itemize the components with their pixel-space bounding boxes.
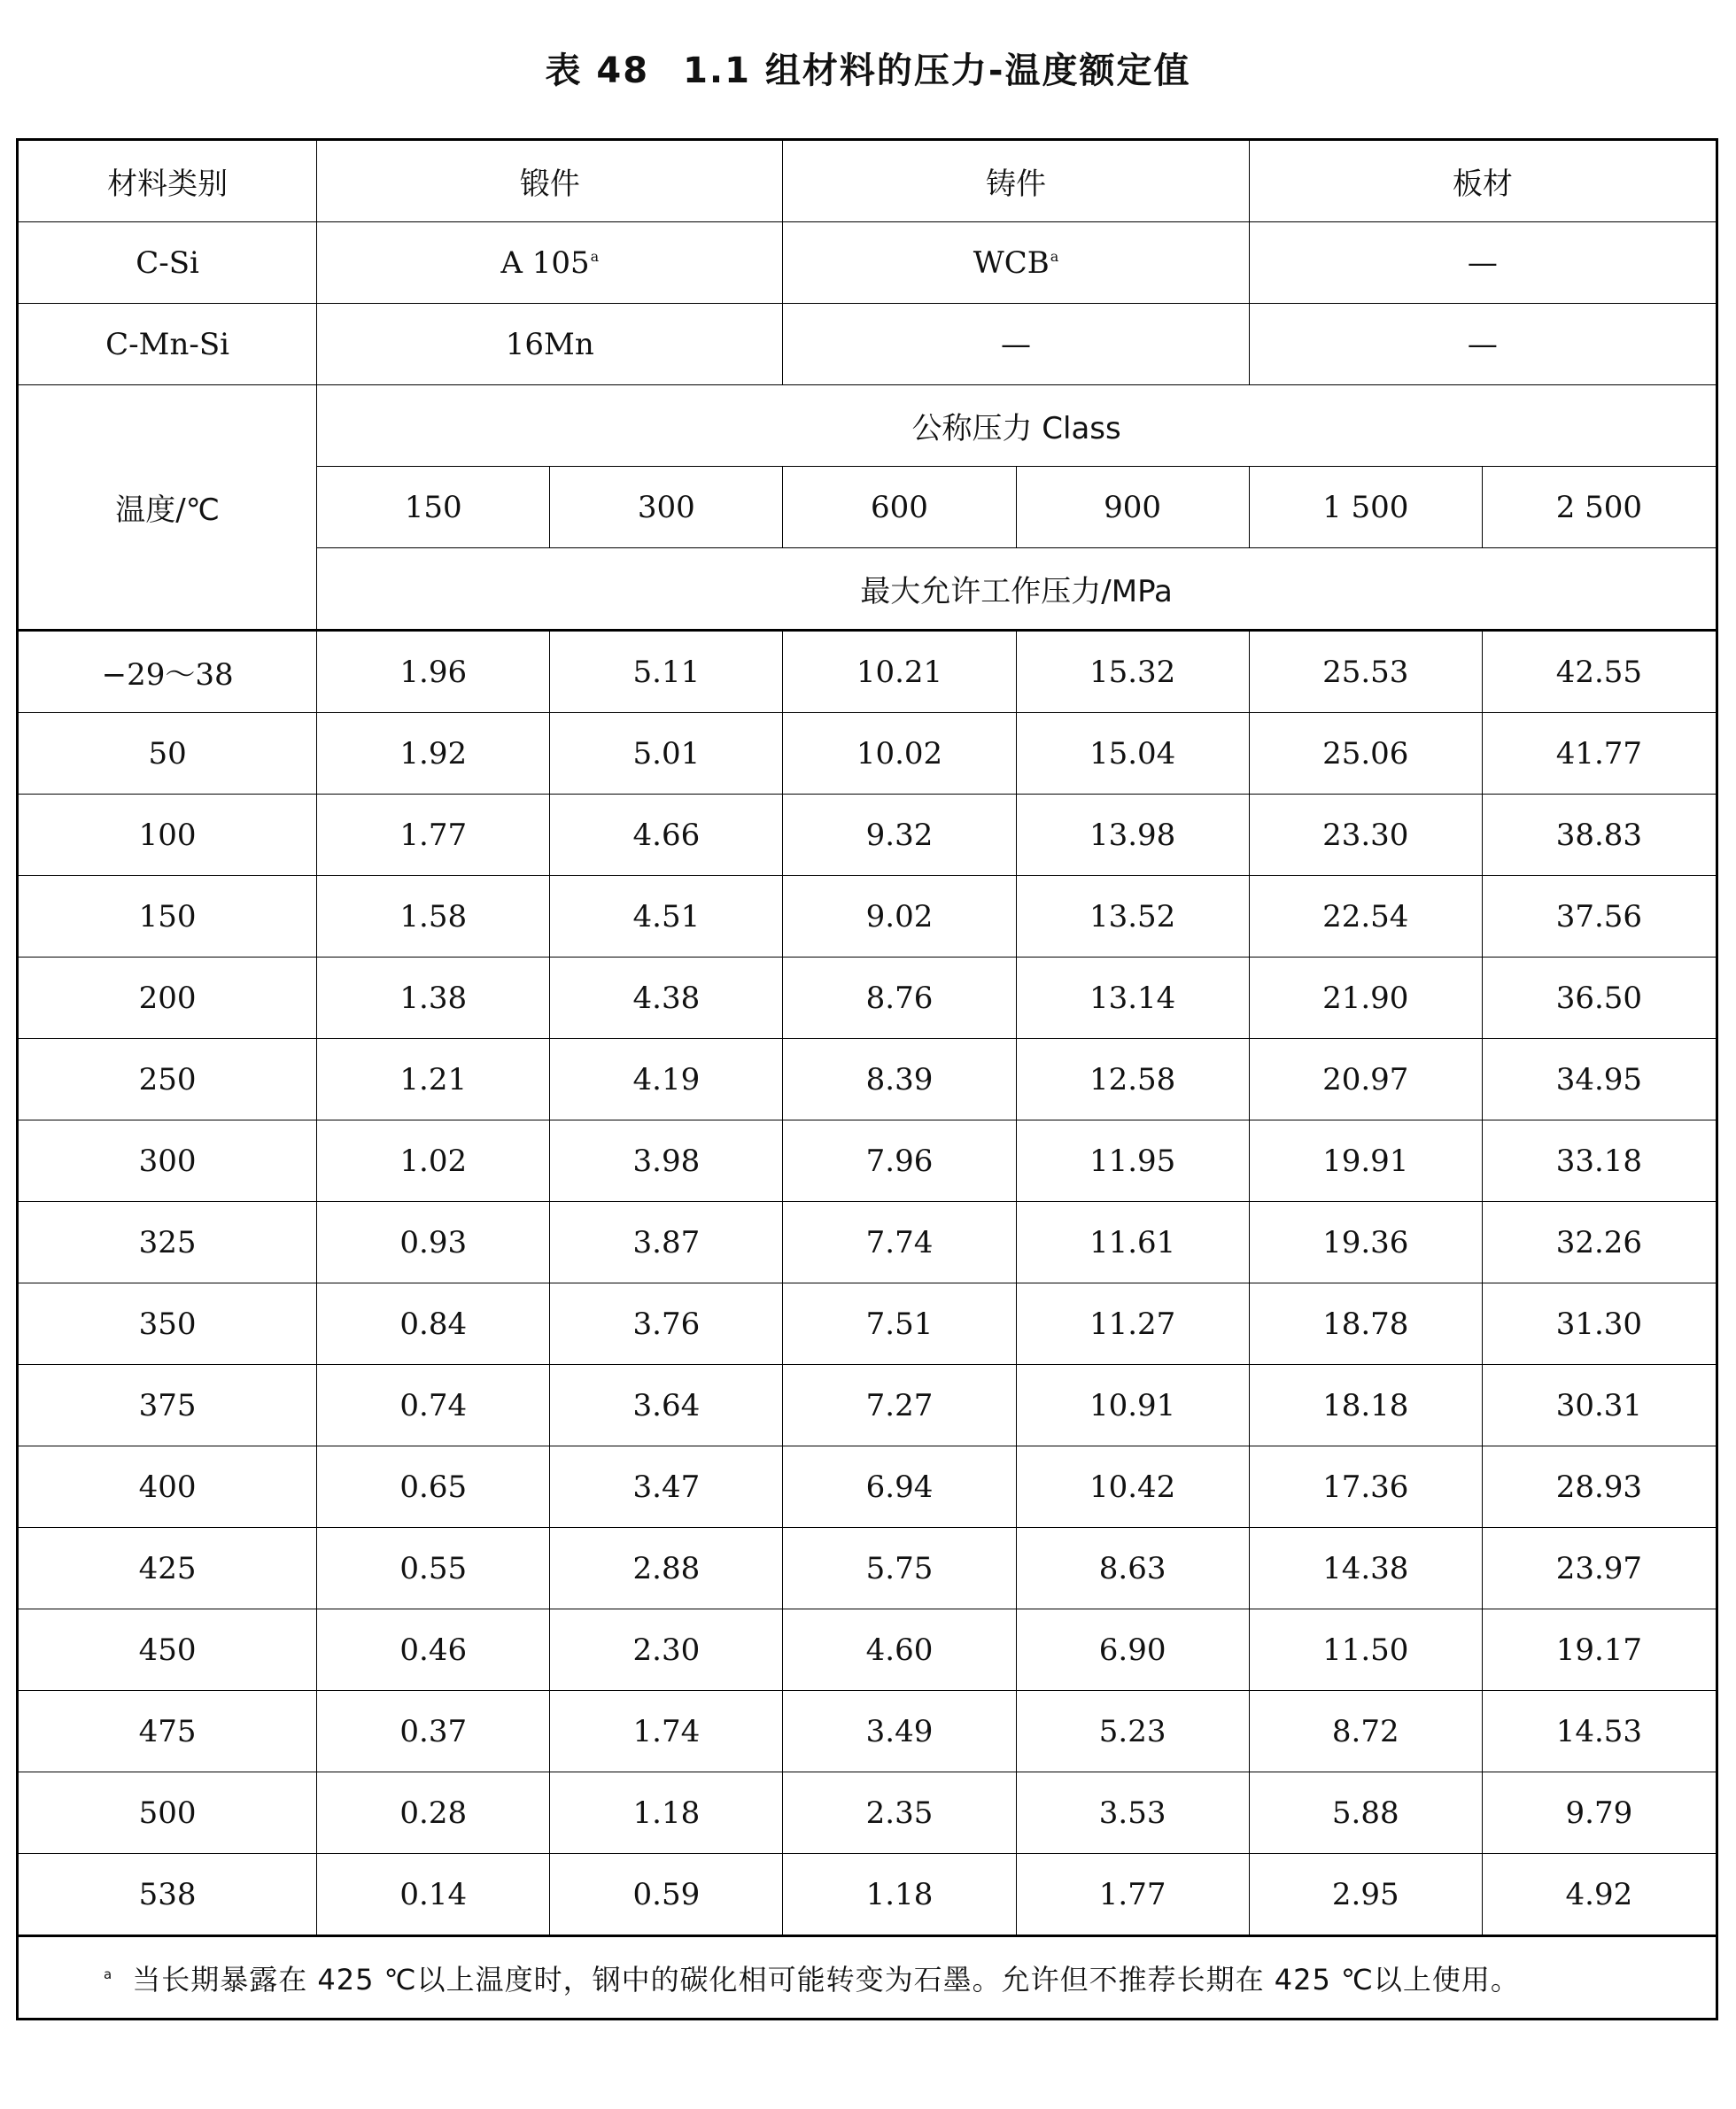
pressure-cell: 3.98: [550, 1120, 783, 1202]
temperature-cell: 450: [18, 1609, 317, 1691]
table-row: [18, 1039, 1717, 1120]
pressure-cell: 11.95: [1016, 1120, 1249, 1202]
pressure-cell: 0.14: [317, 1854, 550, 1936]
table-row: [18, 1691, 1717, 1772]
footnote-mark: a: [590, 248, 600, 266]
pressure-cell: 5.11: [550, 631, 783, 713]
pressure-cell: 22.54: [1249, 876, 1482, 958]
table-footer: [18, 1936, 1717, 2020]
pressure-cell: 42.55: [1482, 631, 1717, 713]
pressure-cell: 15.04: [1016, 713, 1249, 795]
pressure-cell: 18.18: [1249, 1365, 1482, 1446]
pressure-cell: 14.53: [1482, 1691, 1717, 1772]
plate-cmnsi: —: [1249, 304, 1717, 385]
header-row-cmnsi: [18, 304, 1717, 385]
pressure-cell: 28.93: [1482, 1446, 1717, 1528]
pressure-cell: 19.36: [1249, 1202, 1482, 1283]
pressure-cell: 13.52: [1016, 876, 1249, 958]
pressure-cell: 5.01: [550, 713, 783, 795]
pressure-cell: 38.83: [1482, 795, 1717, 876]
pressure-cell: 41.77: [1482, 713, 1717, 795]
pressure-cell: 1.21: [317, 1039, 550, 1120]
material-csi: C-Si: [18, 222, 317, 304]
material-cmnsi: C-Mn-Si: [18, 304, 317, 385]
pressure-cell: 4.92: [1482, 1854, 1717, 1936]
pressure-cell: 20.97: [1249, 1039, 1482, 1120]
pressure-cell: 1.02: [317, 1120, 550, 1202]
pressure-cell: 0.74: [317, 1365, 550, 1446]
pressure-cell: 1.38: [317, 958, 550, 1039]
pressure-cell: 4.19: [550, 1039, 783, 1120]
pressure-cell: 25.06: [1249, 713, 1482, 795]
pressure-cell: 9.32: [783, 795, 1016, 876]
class-value: 600: [783, 467, 1016, 548]
plate-csi: —: [1249, 222, 1717, 304]
pressure-cell: 8.63: [1016, 1528, 1249, 1609]
pressure-cell: 1.92: [317, 713, 550, 795]
pressure-cell: 9.02: [783, 876, 1016, 958]
pressure-cell: 3.53: [1016, 1772, 1249, 1854]
pressure-cell: 18.78: [1249, 1283, 1482, 1365]
pressure-temperature-table: [16, 138, 1718, 2020]
class-value: 300: [550, 467, 783, 548]
pressure-cell: 7.96: [783, 1120, 1016, 1202]
temperature-cell: 500: [18, 1772, 317, 1854]
table-body: [18, 631, 1717, 1936]
pressure-cell: 0.28: [317, 1772, 550, 1854]
table-row: [18, 1772, 1717, 1854]
pressure-cell: 19.17: [1482, 1609, 1717, 1691]
temperature-cell: 400: [18, 1446, 317, 1528]
pressure-cell: 1.77: [1016, 1854, 1249, 1936]
pressure-label: 最大允许工作压力/MPa: [317, 548, 1717, 631]
temperature-cell: 375: [18, 1365, 317, 1446]
pressure-cell: 4.51: [550, 876, 783, 958]
footnote-row: [18, 1936, 1717, 2020]
temperature-cell: 250: [18, 1039, 317, 1120]
pressure-cell: 11.50: [1249, 1609, 1482, 1691]
pressure-cell: 0.46: [317, 1609, 550, 1691]
pressure-cell: 8.72: [1249, 1691, 1482, 1772]
pressure-cell: 7.74: [783, 1202, 1016, 1283]
casting-csi: WCB$^a$: [783, 222, 1249, 304]
temperature-cell: 100: [18, 795, 317, 876]
pressure-cell: 23.30: [1249, 795, 1482, 876]
pressure-cell: 33.18: [1482, 1120, 1717, 1202]
pressure-cell: 12.58: [1016, 1039, 1249, 1120]
pressure-cell: 25.53: [1249, 631, 1482, 713]
table-row: [18, 1854, 1717, 1936]
pressure-cell: 1.96: [317, 631, 550, 713]
class-label: 公称压力 Class: [317, 385, 1717, 467]
table-caption: 1.1 组材料的压力-温度额定值: [683, 50, 1191, 91]
pressure-cell: 3.47: [550, 1446, 783, 1528]
footnote: [18, 1936, 1717, 2020]
pressure-cell: 5.23: [1016, 1691, 1249, 1772]
pressure-cell: 0.84: [317, 1283, 550, 1365]
pressure-cell: 9.79: [1482, 1772, 1717, 1854]
material-type-label: 材料类别: [18, 140, 317, 222]
pressure-cell: 3.76: [550, 1283, 783, 1365]
pressure-cell: 2.35: [783, 1772, 1016, 1854]
pressure-cell: 5.75: [783, 1528, 1016, 1609]
pressure-cell: 2.30: [550, 1609, 783, 1691]
pressure-cell: 1.77: [317, 795, 550, 876]
table-row: [18, 1528, 1717, 1609]
pressure-cell: 7.51: [783, 1283, 1016, 1365]
pressure-cell: 14.38: [1249, 1528, 1482, 1609]
forging-cmnsi: 16Mn: [317, 304, 783, 385]
pressure-cell: 8.76: [783, 958, 1016, 1039]
temperature-cell: 475: [18, 1691, 317, 1772]
temperature-cell: 200: [18, 958, 317, 1039]
footnote-text: 当长期暴露在 425 ℃以上温度时，钢中的碳化相可能转变为石墨。允许但不推荐长期在 425 ℃以上使用。: [132, 1962, 1520, 1997]
pressure-cell: 2.95: [1249, 1854, 1482, 1936]
pressure-cell: 1.18: [783, 1854, 1016, 1936]
forging-header: 锻件: [317, 140, 783, 222]
pressure-cell: 3.49: [783, 1691, 1016, 1772]
pressure-cell: 10.42: [1016, 1446, 1249, 1528]
pressure-cell: 0.65: [317, 1446, 550, 1528]
pressure-cell: 36.50: [1482, 958, 1717, 1039]
footnote-mark: a: [1050, 248, 1059, 266]
temperature-cell: −29～38: [18, 631, 317, 713]
table-row: [18, 1283, 1717, 1365]
pressure-cell: 6.90: [1016, 1609, 1249, 1691]
pressure-cell: 0.59: [550, 1854, 783, 1936]
pressure-cell: 8.39: [783, 1039, 1016, 1120]
header-row-material: [18, 140, 1717, 222]
table-row: [18, 1446, 1717, 1528]
pressure-cell: 11.27: [1016, 1283, 1249, 1365]
casting-header: 铸件: [783, 140, 1249, 222]
temperature-cell: 325: [18, 1202, 317, 1283]
table-row: [18, 795, 1717, 876]
header-row-csi: [18, 222, 1717, 304]
temperature-cell: 300: [18, 1120, 317, 1202]
table-row: [18, 631, 1717, 713]
class-value: 2 500: [1482, 467, 1717, 548]
forging-csi: A 105$^a$: [317, 222, 783, 304]
pressure-cell: 10.21: [783, 631, 1016, 713]
pressure-cell: 31.30: [1482, 1283, 1717, 1365]
pressure-cell: 5.88: [1249, 1772, 1482, 1854]
pressure-cell: 1.58: [317, 876, 550, 958]
pressure-cell: 3.64: [550, 1365, 783, 1446]
temperature-cell: 150: [18, 876, 317, 958]
table-number: 表 48: [545, 50, 650, 91]
pressure-cell: 30.31: [1482, 1365, 1717, 1446]
pressure-cell: 11.61: [1016, 1202, 1249, 1283]
pressure-cell: 7.27: [783, 1365, 1016, 1446]
pressure-cell: 1.74: [550, 1691, 783, 1772]
table-row: [18, 1609, 1717, 1691]
table-title: [0, 43, 1736, 93]
pressure-cell: 3.87: [550, 1202, 783, 1283]
table-row: [18, 1120, 1717, 1202]
pressure-cell: 32.26: [1482, 1202, 1717, 1283]
temperature-cell: 538: [18, 1854, 317, 1936]
table-row: [18, 713, 1717, 795]
pressure-cell: 34.95: [1482, 1039, 1717, 1120]
pressure-cell: 6.94: [783, 1446, 1016, 1528]
temperature-cell: 50: [18, 713, 317, 795]
pressure-cell: 4.38: [550, 958, 783, 1039]
class-value: 900: [1016, 467, 1249, 548]
class-value: 150: [317, 467, 550, 548]
pressure-cell: 13.98: [1016, 795, 1249, 876]
table-header: [18, 140, 1717, 631]
pressure-cell: 17.36: [1249, 1446, 1482, 1528]
pressure-cell: 0.55: [317, 1528, 550, 1609]
casting-cmnsi: —: [783, 304, 1249, 385]
pressure-cell: 2.88: [550, 1528, 783, 1609]
footnote-mark: a: [104, 1966, 113, 1982]
temperature-cell: 350: [18, 1283, 317, 1365]
pressure-cell: 0.93: [317, 1202, 550, 1283]
plate-header: 板材: [1249, 140, 1717, 222]
class-value: 1 500: [1249, 467, 1482, 548]
pressure-cell: 15.32: [1016, 631, 1249, 713]
pressure-cell: 10.91: [1016, 1365, 1249, 1446]
table-row: [18, 876, 1717, 958]
pressure-cell: 1.18: [550, 1772, 783, 1854]
table-row: [18, 1365, 1717, 1446]
pressure-cell: 21.90: [1249, 958, 1482, 1039]
pressure-cell: 37.56: [1482, 876, 1717, 958]
pressure-cell: 19.91: [1249, 1120, 1482, 1202]
table-row: [18, 1202, 1717, 1283]
pressure-cell: 13.14: [1016, 958, 1249, 1039]
temperature-cell: 425: [18, 1528, 317, 1609]
pressure-cell: 23.97: [1482, 1528, 1717, 1609]
temperature-label: 温度/℃: [18, 385, 317, 631]
table-row: [18, 958, 1717, 1039]
header-row-class: [18, 385, 1717, 467]
pressure-cell: 0.37: [317, 1691, 550, 1772]
pressure-cell: 4.66: [550, 795, 783, 876]
pressure-cell: 4.60: [783, 1609, 1016, 1691]
pressure-cell: 10.02: [783, 713, 1016, 795]
